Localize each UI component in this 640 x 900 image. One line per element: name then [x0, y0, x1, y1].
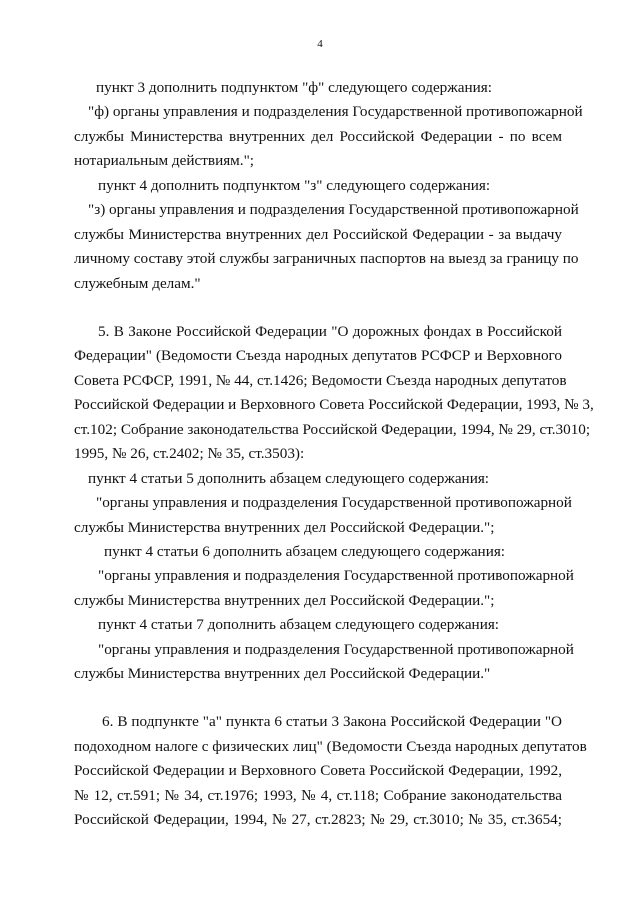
text-line: службы Министерства внутренних дел Российской Федерации.";	[74, 592, 495, 609]
text-line: подоходном налоге с физических лиц" (Ведомости Съезда народных депутатов	[74, 738, 587, 755]
text-line: 5. В Законе Российской Федерации "О дорожных фондах в Российской	[98, 323, 562, 340]
text-line: Российской Федерации и Верховного Совета Российской Федерации, 1993, № 3,	[74, 396, 594, 413]
text-line: Совета РСФСР, 1991, № 44, ст.1426; Ведомости Съезда народных депутатов	[74, 372, 567, 389]
text-line: пункт 4 дополнить подпунктом "з" следующего содержания:	[98, 177, 491, 194]
text-line: "органы управления и подразделения Государственной противопожарной	[98, 567, 574, 584]
text-line: пункт 4 статьи 5 дополнить абзацем следующего содержания:	[88, 470, 490, 487]
text-line: "органы управления и подразделения Государственной противопожарной	[96, 494, 572, 511]
text-line: 1995, № 26, ст.2402; № 35, ст.3503):	[74, 445, 305, 462]
text-line: службы Министерства внутренних дел Российской Федерации - по всем	[74, 128, 562, 145]
text-line: 6. В подпункте "а" пункта 6 статьи 3 Закона Российской Федерации "О	[102, 713, 562, 730]
text-line: службы Министерства внутренних дел Российской Федерации - за выдачу	[74, 226, 562, 243]
text-line: № 12, ст.591; № 34, ст.1976; 1993, № 4, ст.118; Собрание законодательства	[74, 787, 562, 804]
text-line: Федерации" (Ведомости Съезда народных депутатов РСФСР и Верховного	[74, 347, 562, 364]
text-line: пункт 4 статьи 6 дополнить абзацем следующего содержания:	[104, 543, 506, 560]
text-line: нотариальным действиям.";	[74, 152, 255, 169]
text-line: Российской Федерации, 1994, № 27, ст.2823; № 29, ст.3010; № 35, ст.3654;	[74, 811, 562, 828]
text-line: "з) органы управления и подразделения Государственной противопожарной	[88, 201, 579, 218]
text-line: служебным делам."	[74, 275, 201, 292]
text-line: "органы управления и подразделения Государственной противопожарной	[98, 641, 574, 658]
text-line: пункт 3 дополнить подпунктом "ф" следующего содержания:	[96, 79, 492, 96]
page-number: 4	[317, 38, 323, 50]
text-line: службы Министерства внутренних дел Российской Федерации.";	[74, 519, 495, 536]
text-line: ст.102; Собрание законодательства Российской Федерации, 1994, № 29, ст.3010;	[74, 421, 591, 438]
text-line: Российской Федерации и Верховного Совета Российской Федерации, 1992,	[74, 762, 562, 779]
text-line: личному составу этой службы заграничных паспортов на выезд за границу по	[74, 250, 579, 267]
text-line: пункт 4 статьи 7 дополнить абзацем следующего содержания:	[98, 616, 500, 633]
text-line: "ф) органы управления и подразделения Государственной противопожарной	[88, 103, 583, 120]
text-line: службы Министерства внутренних дел Российской Федерации."	[74, 665, 491, 682]
